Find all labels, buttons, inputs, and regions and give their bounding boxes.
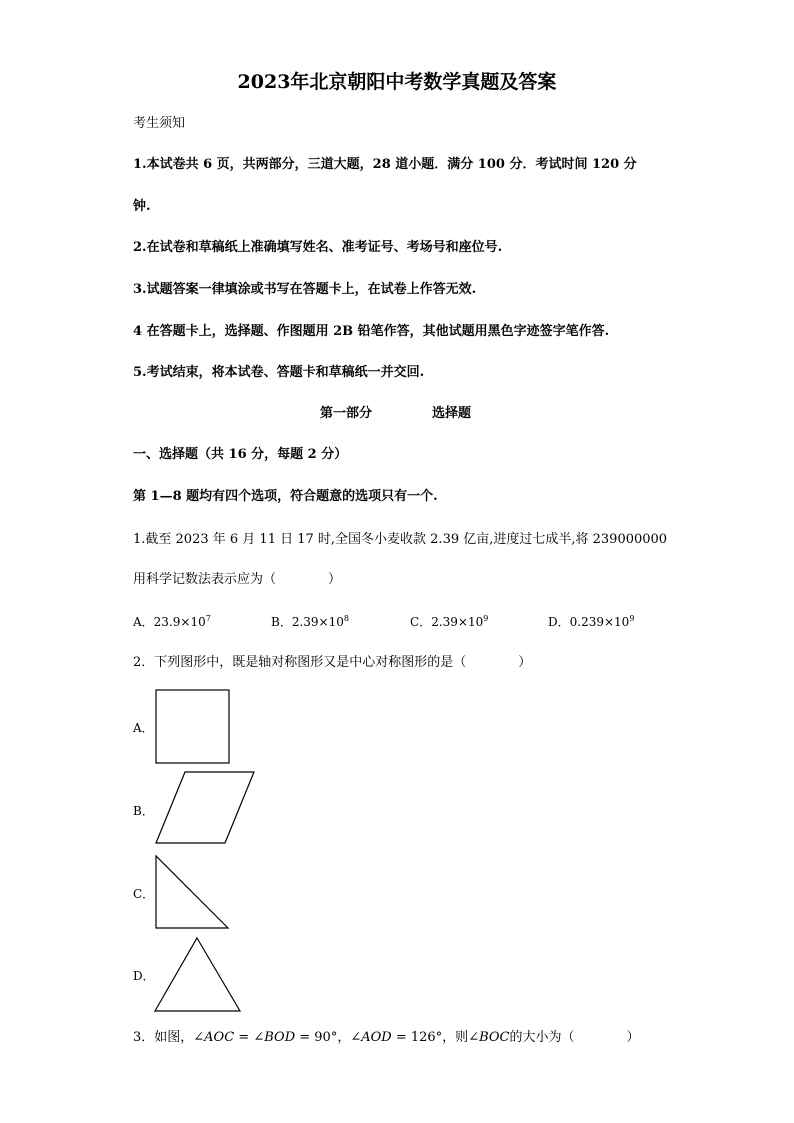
angle-aod: ∠AOD: [350, 1030, 392, 1045]
option-exponent: 9: [483, 614, 489, 623]
q1-option-c: [410, 614, 488, 630]
q3-prefix: 3．如图，: [133, 1030, 194, 1045]
option-mantissa: 2.39×10: [431, 615, 484, 629]
q1-option-b: [271, 614, 349, 630]
angle-boc: ∠BOC: [468, 1030, 510, 1045]
q2-option-c-label: C．: [133, 887, 155, 901]
section1-heading: 一、选择题（共 16 分，每题 2 分）: [133, 447, 348, 462]
q3-val2: = 126°，则: [391, 1030, 469, 1045]
angle-bod: ∠BOD: [253, 1030, 296, 1045]
notice-item-1-cont: 钟.: [133, 199, 151, 214]
notice-item-4: 4 在答题卡上，选择题、作图题用 2B 铅笔作答，其他试题用黑色字迹签字笔作答.: [133, 324, 610, 339]
notice-item-5: 5.考试结束，将本试卷、答题卡和草稿纸一并交回.: [133, 365, 425, 380]
q1-option-d: [548, 614, 634, 630]
q3-eq: =: [234, 1030, 254, 1045]
option-label: C．: [410, 615, 432, 629]
notice-item-1: 1.本试卷共 6 页，共两部分，三道大题，28 道小题．满分 100 分．考试时间 120 分: [133, 157, 637, 172]
equilateral-triangle-shape: [154, 937, 242, 1015]
q1-stem-cont: 用科学记数法表示应为（ ）: [133, 572, 342, 587]
square-shape: [155, 689, 231, 765]
option-label: D．: [548, 615, 570, 629]
q2-option-b-label: B．: [133, 804, 154, 818]
option-mantissa: 23.9×10: [153, 615, 206, 629]
q1-stem: 1.截至 2023 年 6 月 11 日 17 时,全国冬小麦收款 2.39 亿亩,进度过七成半,将 239000000: [133, 532, 668, 547]
part1-type: 选择题: [432, 406, 472, 421]
angle-aoc: ∠AOC: [193, 1030, 235, 1045]
square-outline: [156, 690, 229, 763]
notice-item-3: 3.试题答案一律填涂或书写在答题卡上，在试卷上作答无效.: [133, 282, 477, 297]
page-title: 2023年北京朝阳中考数学真题及答案: [237, 71, 557, 93]
notice-heading: 考生须知: [133, 116, 186, 131]
parallelogram-outline: [156, 772, 254, 843]
q1-option-a: [133, 614, 211, 630]
parallelogram-shape: [155, 771, 257, 845]
option-label: B．: [271, 615, 292, 629]
right-triangle-outline: [156, 856, 228, 928]
option-exponent: 7: [205, 614, 211, 623]
option-exponent: 8: [343, 614, 349, 623]
q2-option-a-label: A．: [133, 721, 154, 735]
q2-option-d-label: D．: [133, 969, 155, 983]
q3-suffix: 的大小为（ ）: [509, 1030, 640, 1045]
option-mantissa: 0.239×10: [569, 615, 630, 629]
equilateral-triangle-outline: [155, 938, 240, 1011]
right-triangle-shape: [155, 855, 231, 931]
option-mantissa: 2.39×10: [291, 615, 344, 629]
q3-stem: [133, 1030, 640, 1046]
part1-label: 第一部分: [320, 406, 373, 421]
option-label: A．: [133, 615, 154, 629]
q2-stem: 2．下列图形中，既是轴对称图形又是中心对称图形的是（ ）: [133, 655, 532, 670]
option-exponent: 9: [629, 614, 635, 623]
section1-instruction: 第 1—8 题均有四个选项，符合题意的选项只有一个.: [133, 489, 438, 504]
notice-item-2: 2.在试卷和草稿纸上准确填写姓名、准考证号、考场号和座位号.: [133, 240, 503, 255]
q3-val1: = 90°，: [295, 1030, 351, 1045]
